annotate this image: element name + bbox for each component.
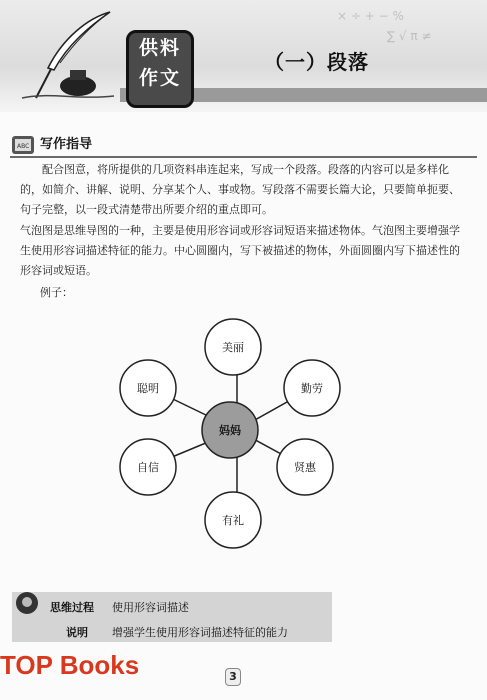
paragraph-1: 配合图意，将所提供的几项资料串连起来，写成一个段落。段落的内容可以是多样化的，如简介、讲解、说明、分享某个人、事或物。写段落不需要长篇大论，只要简单扼要、句子完整，以一段式清楚带出所要介绍的重点即可。 xyxy=(20,163,460,216)
math-doodle-decoration xyxy=(327,0,487,50)
badge-line2: 作文 xyxy=(138,67,181,89)
footer-label-process: 思维过程 xyxy=(50,601,94,614)
bubble-top-label: 美丽 xyxy=(222,341,244,354)
quill-ink-icon xyxy=(18,8,118,104)
section-divider xyxy=(10,156,477,158)
footer-label-note: 说明 xyxy=(66,626,88,639)
chapter-title: （一）段落 xyxy=(264,50,369,74)
paragraph-2: 气泡图是思维导图的一种，主要是使用形容词或形容词短语来描述物体。气泡图主要增强学生使用形容词描述特征的能力。中心圆圈内，写下被描述的物体，外面圆圈内写下描述性的形容词或短语。 xyxy=(20,224,460,277)
svg-text:ABC: ABC xyxy=(17,143,30,150)
thinking-head-icon xyxy=(12,590,42,618)
bubble-map xyxy=(0,300,487,560)
section-title: 写作指导 xyxy=(40,137,93,152)
example-label: 例子： xyxy=(40,286,73,299)
watermark: TOP Books xyxy=(0,650,140,680)
svg-text:× ÷ + − %: × ÷ + − % xyxy=(337,9,404,23)
bubble-bottom-label: 有礼 xyxy=(222,514,244,527)
badge-line1: 供料 xyxy=(138,37,181,59)
bubble-lower-left-label: 自信 xyxy=(137,461,159,474)
book-icon xyxy=(10,133,36,157)
bubble-center-label: 妈妈 xyxy=(219,424,241,437)
section-badge xyxy=(126,30,194,108)
page-number: 3 xyxy=(225,668,241,686)
footer-value-process: 使用形容词描述 xyxy=(112,601,189,614)
footer-value-note: 增强学生使用形容词描述特征的能力 xyxy=(112,626,288,639)
bubble-upper-right-label: 勤劳 xyxy=(301,382,323,395)
bubble-lower-right-label: 贤惠 xyxy=(294,461,316,474)
svg-text:∑ √ π ≠: ∑ √ π ≠ xyxy=(387,29,432,43)
bubble-upper-left-label: 聪明 xyxy=(137,382,159,395)
